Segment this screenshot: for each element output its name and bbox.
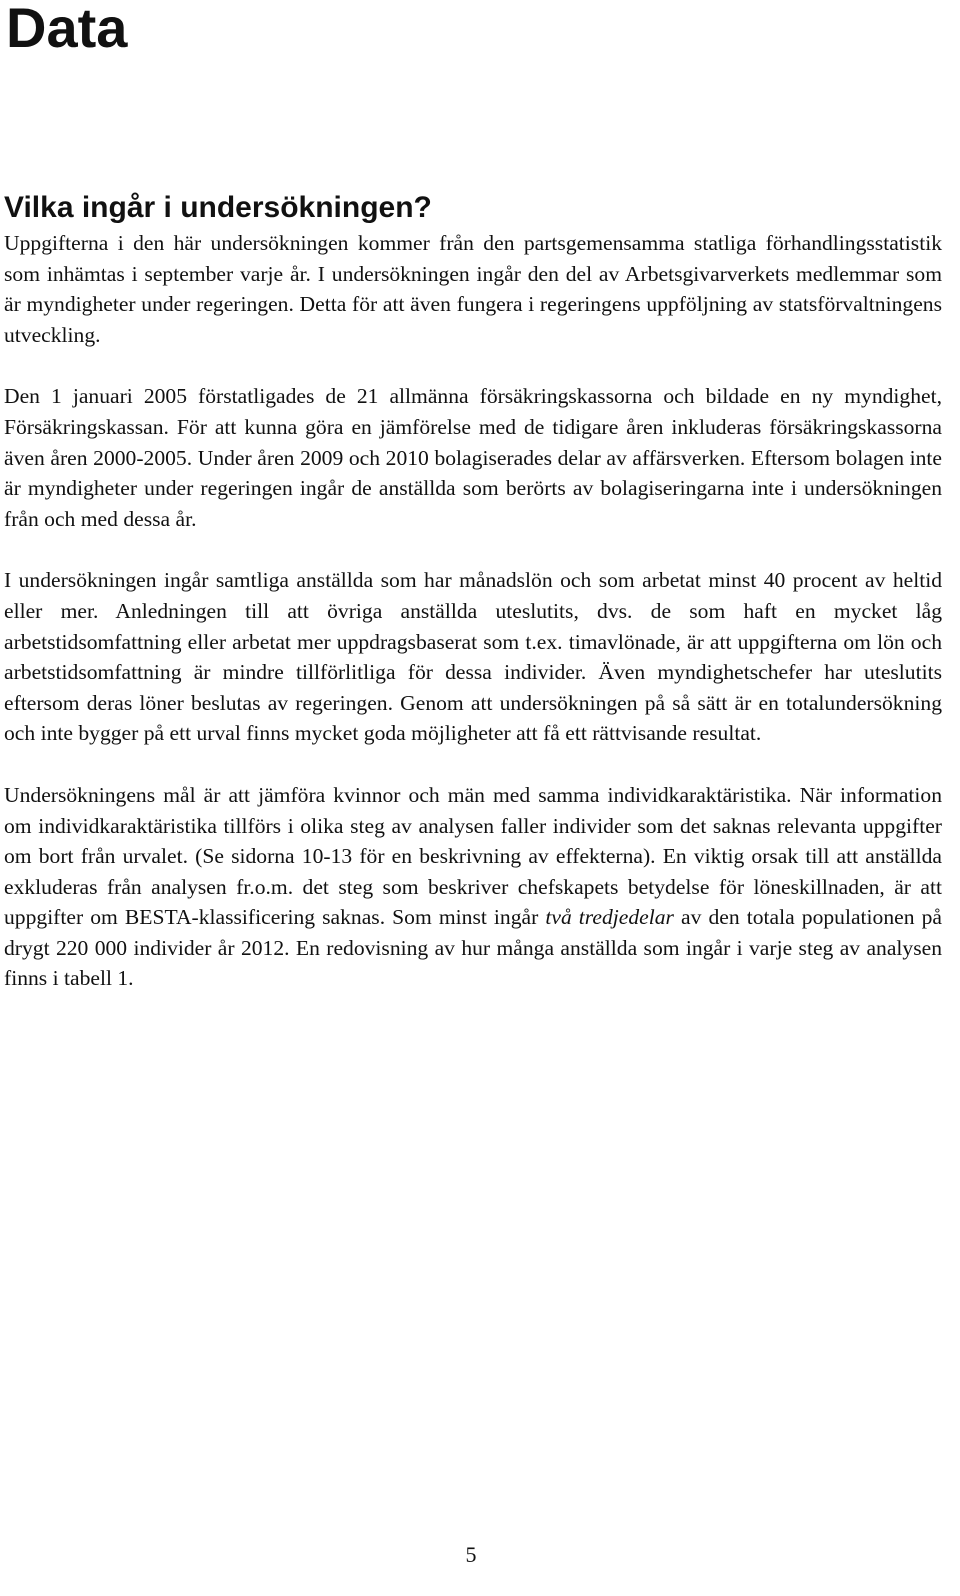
paragraph-forsakringskassan: Den 1 januari 2005 förstatligades de 21 allmänna försäkringskassorna och bildade en ny myndighet, Försäkringskassan. För att kunna göra en jämförelse med de tidigare åren inkluderas försäkringskassorna även åren 2000-2005. Under åren 2009 och 2010 bolagiserades delar av affärsverken. Eftersom bolagen inte är myndigheter under regeringen ingår de anställda som berörts av bolagiseringarna inte i undersökningen från och med dessa år. <box>4 384 942 531</box>
emphasis-two-thirds: två tredjedelar <box>545 905 674 930</box>
page-number: 5 <box>465 1542 477 1567</box>
paragraph-included-employees: I undersökningen ingår samtliga anställda som har månadslön och som arbetat minst 40 procent av heltid eller mer. Anledningen till att övriga anställda uteslutits, dvs. de som haft en mycket låg arbetstidsomfattning eller arbetat mer uppdragsbaserat som t.ex. timavlönade, är att uppgifterna om lön och arbetstidsomfattning är mindre tillförlitliga för dessa individer. Även myndighetschefer har uteslutits eftersom deras löner beslutas av regeringen. Genom att undersökningen på så sätt är en totalundersökning och inte bygger på ett urval finns mycket goda möjligheter att få ett rättvisande resultat. <box>4 568 942 746</box>
main-content <box>4 188 942 1025</box>
paragraph-study-goal <box>4 780 942 994</box>
page-title: Data <box>6 0 128 59</box>
paragraph-study-goal-text-start: Undersökningens mål är att jämföra kvinnor och män med samma individkaraktäristika. När information om individkaraktäristika tillförs i olika steg av analysen faller individer som det saknas relevanta uppgifter om bort från urvalet. (Se sidorna 10-13 för en beskrivning av effekterna). En viktig orsak till att anställda exkluderas från analysen fr.o.m. det steg som beskriver chefskapets betydelse för löneskillnaden, är att uppgifter om BESTA-klassificering saknas. Som minst ingår <box>4 782 942 930</box>
paragraph-data-source: Uppgifterna i den här undersökningen kommer från den partsgemensamma statliga förhandlingsstatistik som inhämtas i september varje år. I undersökningen ingår den del av Arbetsgivarverkets medlemmar som är myndigheter under regeringen. Detta för att även fungera i regeringens uppföljning av statsförvaltningens utveckling. <box>4 231 942 347</box>
section-heading: Vilka ingår i undersökningen? <box>4 191 432 224</box>
paragraph-study-goal-text-end: av den totala populationen på drygt 220 000 individer år 2012. En redovisning av hur många anställda som ingår i varje steg av analysen finns i tabell 1. <box>4 905 942 991</box>
